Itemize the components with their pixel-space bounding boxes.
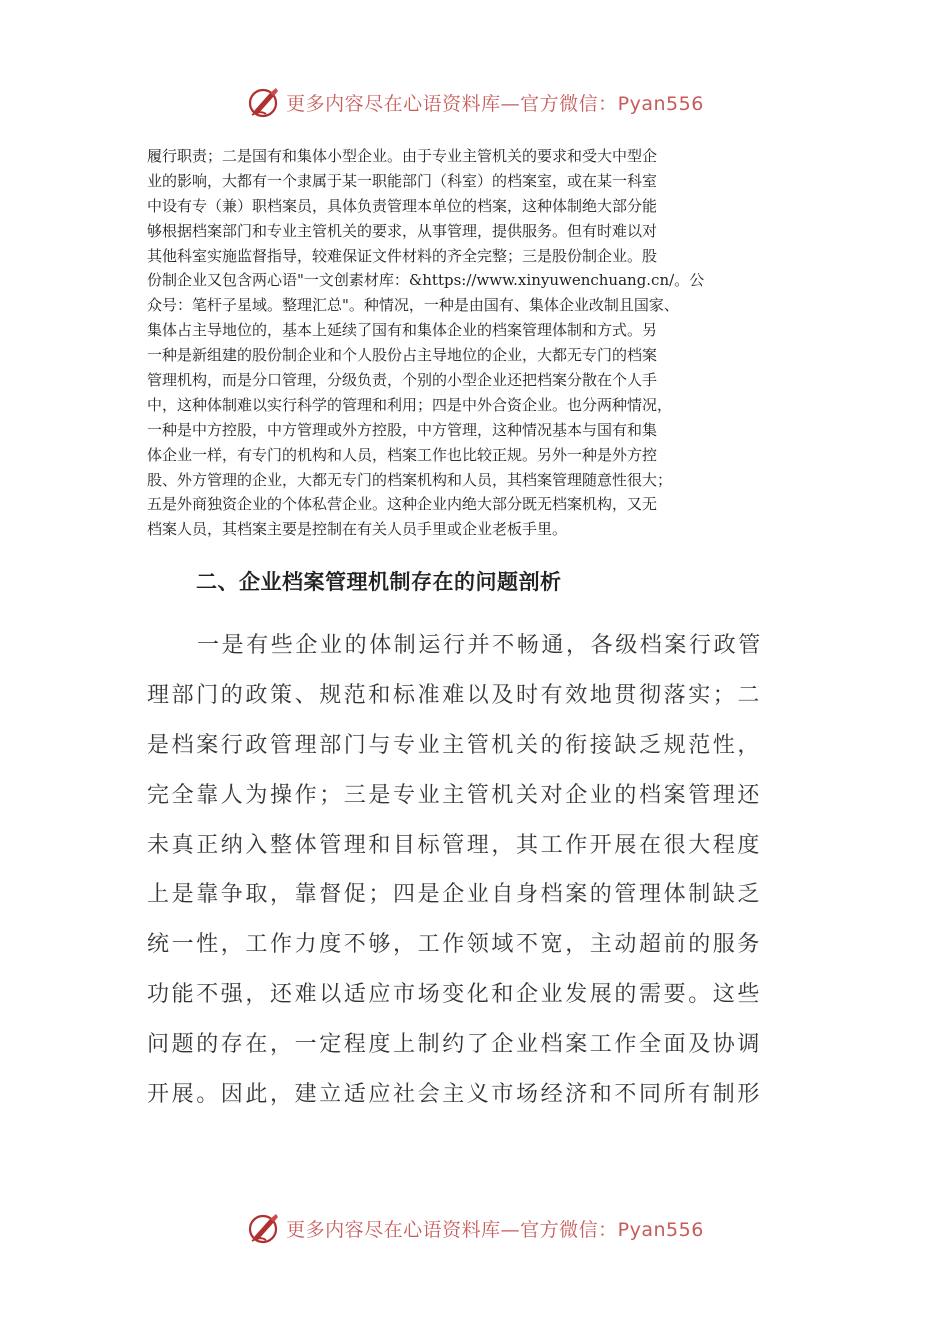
text-line: 功能不强，还难以适应市场变化和企业发展的需要。这些 [147,982,763,1008]
wechat-id: Pyan556 [617,92,704,115]
text-line: 集体占主导地位的，基本上延续了国有和集体企业的档案管理体制和方式。另 [147,321,658,340]
section-heading: 二、企业档案管理机制存在的问题剖析 [196,570,562,594]
footer-banner [0,1208,950,1248]
text-line: 履行职责；二是国有和集体小型企业。由于专业主管机关的要求和受大中型企 [147,147,658,165]
header-banner [0,82,950,122]
paragraph-continuation [147,144,807,542]
text-line: 五是外商独资企业的个体私营企业。这种企业内绝大部分既无档案机构，又无 [147,495,658,514]
text-line: 未真正纳入整体管理和目标管理，其工作开展在很大程度 [147,832,763,858]
text-line: 一种是新组建的股份制企业和个人股份占主导地位的企业，大都无专门的档案 [147,346,658,365]
text-line: 业的影响，大都有一个隶属于某一职能部门（科室）的档案室，或在某一科室 [147,171,658,190]
text-line: 理部门的政策、规范和标准难以及时有效地贯彻落实；二 [147,682,763,708]
text-line: 中设有专（兼）职档案员，具体负责管理本单位的档案，这种体制绝大部分能 [147,196,658,215]
text-line: 够根据档案部门和专业主管机关的要求，从事管理，提供服务。但有时难以对 [147,221,658,240]
text-line: 上是靠争取，靠督促；四是企业自身档案的管理体制缺乏 [147,882,763,908]
wechat-id: Pyan556 [617,1218,704,1241]
pen-logo-icon [246,1210,282,1246]
text-line: 股、外方管理的企业，大都无专门的档案机构和人员，其档案管理随意性很大； [147,470,673,489]
text-line: 众号：笔杆子星域。整理汇总"。种情况，一种是由国有、集体企业改制且国家、 [147,296,679,315]
text-line: 一种是中方控股，中方管理或外方控股，中方管理，这种情况基本与国有和集 [147,420,658,439]
text-line: 问题的存在，一定程度上制约了企业档案工作全面及协调 [147,1032,763,1058]
text-line: 统一性，工作力度不够，工作领域不宽，主动超前的服务 [147,932,763,958]
text-line: 体企业一样，有专门的机构和人员，档案工作也比较正规。另外一种是外方控 [147,445,658,464]
banner-text: 更多内容尽在心语资料库—官方微信：Pyan556 [286,1218,704,1241]
paragraph-problems [147,621,807,1120]
text-line: 是档案行政管理部门与专业主管机关的衔接缺乏规范性， [147,732,763,758]
text-line: 管理机构，而是分口管理，分级负责，个别的小型企业还把档案分散在个人手 [147,371,658,390]
banner-text: 更多内容尽在心语资料库—官方微信：Pyan556 [286,92,704,115]
pen-logo-icon [246,84,282,120]
text-line: 完全靠人为操作；三是专业主管机关对企业的档案管理还 [147,782,763,808]
text-line: 一是有些企业的体制运行并不畅通，各级档案行政管 [197,633,763,658]
text-line: 份制企业又包含两心语"一文创素材库：&https://www.xinyuwenchuang.cn/。公 [147,271,705,290]
text-line: 其他科室实施监督指导，较难保证文件材料的齐全完整；三是股份制企业。股 [147,246,658,265]
text-line: 档案人员，其档案主要是控制在有关人员手里或企业老板手里。 [147,520,568,539]
text-line: 开展。因此，建立适应社会主义市场经济和不同所有制形 [147,1082,763,1108]
text-line: 中，这种体制难以实行科学的管理和利用；四是中外合资企业。也分两种情况， [147,395,673,414]
